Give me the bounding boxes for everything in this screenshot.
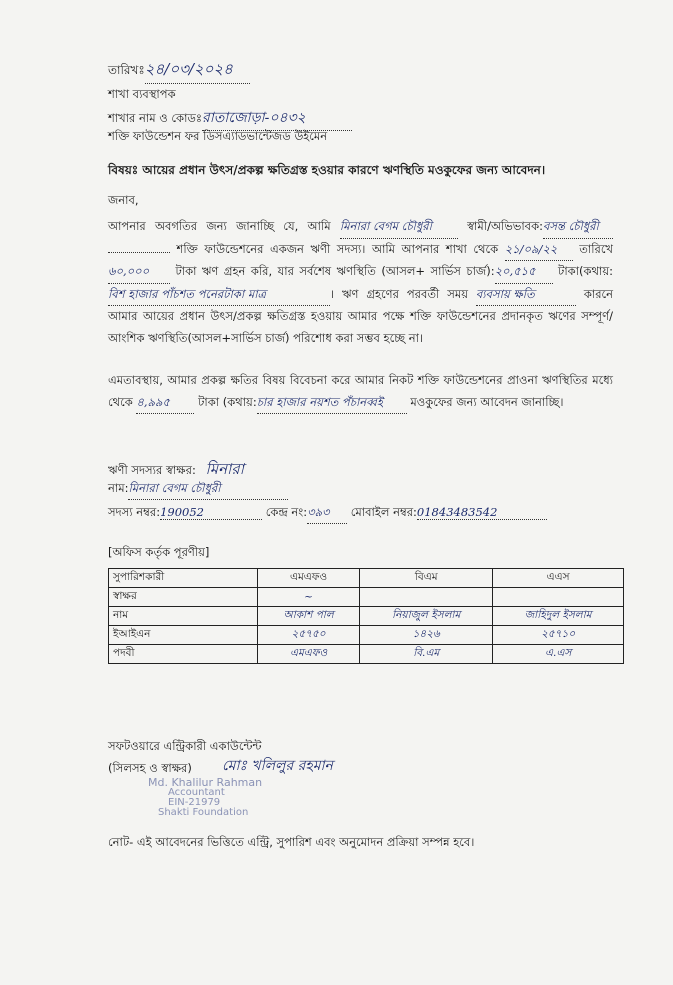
branch-value: রাতাজোড়া-০৪৩২ [202,106,352,131]
bm-signature-cell [360,588,493,607]
table-header-row [109,569,624,588]
p2-text-b: টাকা (কথায়: [198,394,257,409]
row-label-designation: পদবী [109,645,258,664]
note: নোট- এই আবেদনের ভিত্তিতে এন্ট্রি, সুপারিশ এবং অনুমোদন প্রক্রিয়া সম্পন্ন হবে। [108,835,475,849]
mfo-signature-cell [258,588,360,607]
org-name: শক্তি ফাউন্ডেশন ফর ডিসএ্যাডভান্টেজড উইমেন [108,129,328,143]
p1-text-f: টাকা(কথায়: [558,264,613,278]
row-label-name: নাম [109,607,258,626]
mfo-signature-mark: ~ [304,591,313,603]
manager-line: শাখা ব্যবস্থাপক [108,87,176,101]
bm-ein: ১৪২৬ [360,626,493,645]
center-label: কেন্দ্র নং: [265,505,308,519]
branch-label: শাখার নাম ও কোডঃ [108,111,203,125]
center-value: ৩৯৩ [307,504,347,524]
paragraph-1 [108,216,613,349]
stamp-line4: Shakti Foundation [158,807,249,818]
p1-text-e: টাকা ঋণ গ্রহন করি, যার সর্বশেষ ঋণস্থিতি (আসল+ সার্ভিস চার্জ): [175,264,495,278]
p1-text-h: কারনে আমার আয়ের প্রধান উৎস/প্রকল্প ক্ষতিগ্রস্ত হওয়ায় আমার পক্ষে শক্তি ফাউন্ডেশনের প্রদানকৃত ঋণের সম্পূর্ণ/আংশিক ঋণস্থিতি(আসল+সার্ভিস চার্জ) পরিশোধ করা সম্ভব হচ্ছে না। [108,286,614,345]
member-sign-label: ঋণী সদস্যর স্বাক্ষর: [108,463,196,477]
col-header-recommender: সুপারিশকারী [109,569,258,588]
p1-reason: ব্যবসায় ক্ষতি [476,284,576,307]
member-info-line [108,504,547,524]
table-row [109,645,624,664]
col-header-mfo: এমএফও [258,569,360,588]
p1-balance-in-words: বিশ হাজার পাঁচশত পনেরটাকা মাত্র [108,284,330,307]
p2-waiver-in-words: চার হাজার নয়শত পঁচানব্বই [257,392,407,415]
member-no-label: সদস্য নম্বর: [108,505,161,519]
col-header-bm: বিএম [360,569,493,588]
stamp-line3: EIN-21979 [168,797,221,808]
accountant-seal-label: (সিলসহ ও স্বাক্ষর) [108,761,192,775]
as-name: জাহিদুল ইসলাম [493,607,624,626]
office-section-title: [অফিস কর্তৃক পূরণীয়] [108,545,210,559]
as-ein: ২৫৭১০ [493,626,624,645]
member-signature: মিনারা [205,460,245,478]
p1-applicant-name: মিনারা বেগম চৌধুরী [340,216,458,239]
p2-text-c: মওকুফের জন্য আবেদন জানাচ্ছি। [410,394,564,409]
member-name-line [108,480,288,500]
row-label-ein: ইআইএন [109,626,258,645]
p1-loan-balance: ২০,৫১৫ [495,261,553,284]
p1-text-c: শক্তি ফাউন্ডেশনের একজন ঋণী সদস্য। আমি আপনার শাখা থেকে [176,241,499,256]
table-row [109,588,624,607]
p1-loan-date: ২১/০৯/২২ [505,239,573,262]
p1-loan-amount: ৬০,০০০ [108,261,170,284]
table-row [109,607,624,626]
accountant-stamp [148,778,262,818]
mobile-value: 01843483542 [417,505,547,520]
date-value: ২৪/০৩/২০২৪ [145,58,250,84]
salutation: জনাব, [108,193,139,207]
as-designation: এ.এস [493,645,624,664]
bm-name: নিয়াজুল ইসলাম [360,607,493,626]
col-header-as: এএস [493,569,624,588]
member-name-label: নাম: [108,481,129,495]
p1-guardian-name: বসন্ত চৌধুরী [543,216,613,239]
mobile-label: মোবাইল নম্বর: [350,505,417,519]
mfo-designation: এমএফও [258,645,360,664]
approval-table [108,568,624,664]
stamp-role: Accountant [168,787,225,798]
accountant-signature: মোঃ খলিলুর রহমান [222,758,333,774]
p1-text-a: আপনার অবগতির জন্য জানাচ্ছি যে, আমি [108,219,331,233]
p1-text-d: তারিখে [579,241,613,256]
p1-blank-dots [108,252,170,253]
p2-waiver-amount: ৪,৯৯৫ [136,392,194,415]
member-name-value: মিনারা বেগম চৌধুরী [128,480,288,500]
date-line [108,58,250,84]
p1-text-g: । ঋণ গ্রহণের পরবর্তী সময় [330,286,468,301]
paragraph-2 [108,370,613,414]
as-signature-cell [493,588,624,607]
mfo-ein: ২৫৭৫০ [258,626,360,645]
table-row [109,626,624,645]
date-label: তারিখঃ [108,63,145,77]
subject-line: বিষয়ঃ আয়ের প্রধান উৎস/প্রকল্প ক্ষতিগ্রস্ত হওয়ার কারণে ঋণস্থিতি মওকুফের জন্য আবেদন। [108,163,546,177]
p1-text-b: স্বামী/অভিভাবক: [467,219,543,233]
mfo-name: আকাশ পাল [258,607,360,626]
accountant-title: সফটওয়ারে এন্ট্রিকারী একাউন্টেন্ট [108,739,262,753]
stamp-name: Md. Khalilur Rahman [148,776,263,789]
row-label-signature: স্বাক্ষর [109,588,258,607]
p2-text-a: এমতাবস্থায়, আমার প্রকল্প ক্ষতির বিষয় বিবেচনা করে আমার নিকট শক্তি ফাউন্ডেশনের প্রাওনা ঋণস্থিতির মধ্যে থেকে [108,373,613,409]
member-no-value: 190052 [160,505,262,520]
bm-designation: বি.এম [360,645,493,664]
